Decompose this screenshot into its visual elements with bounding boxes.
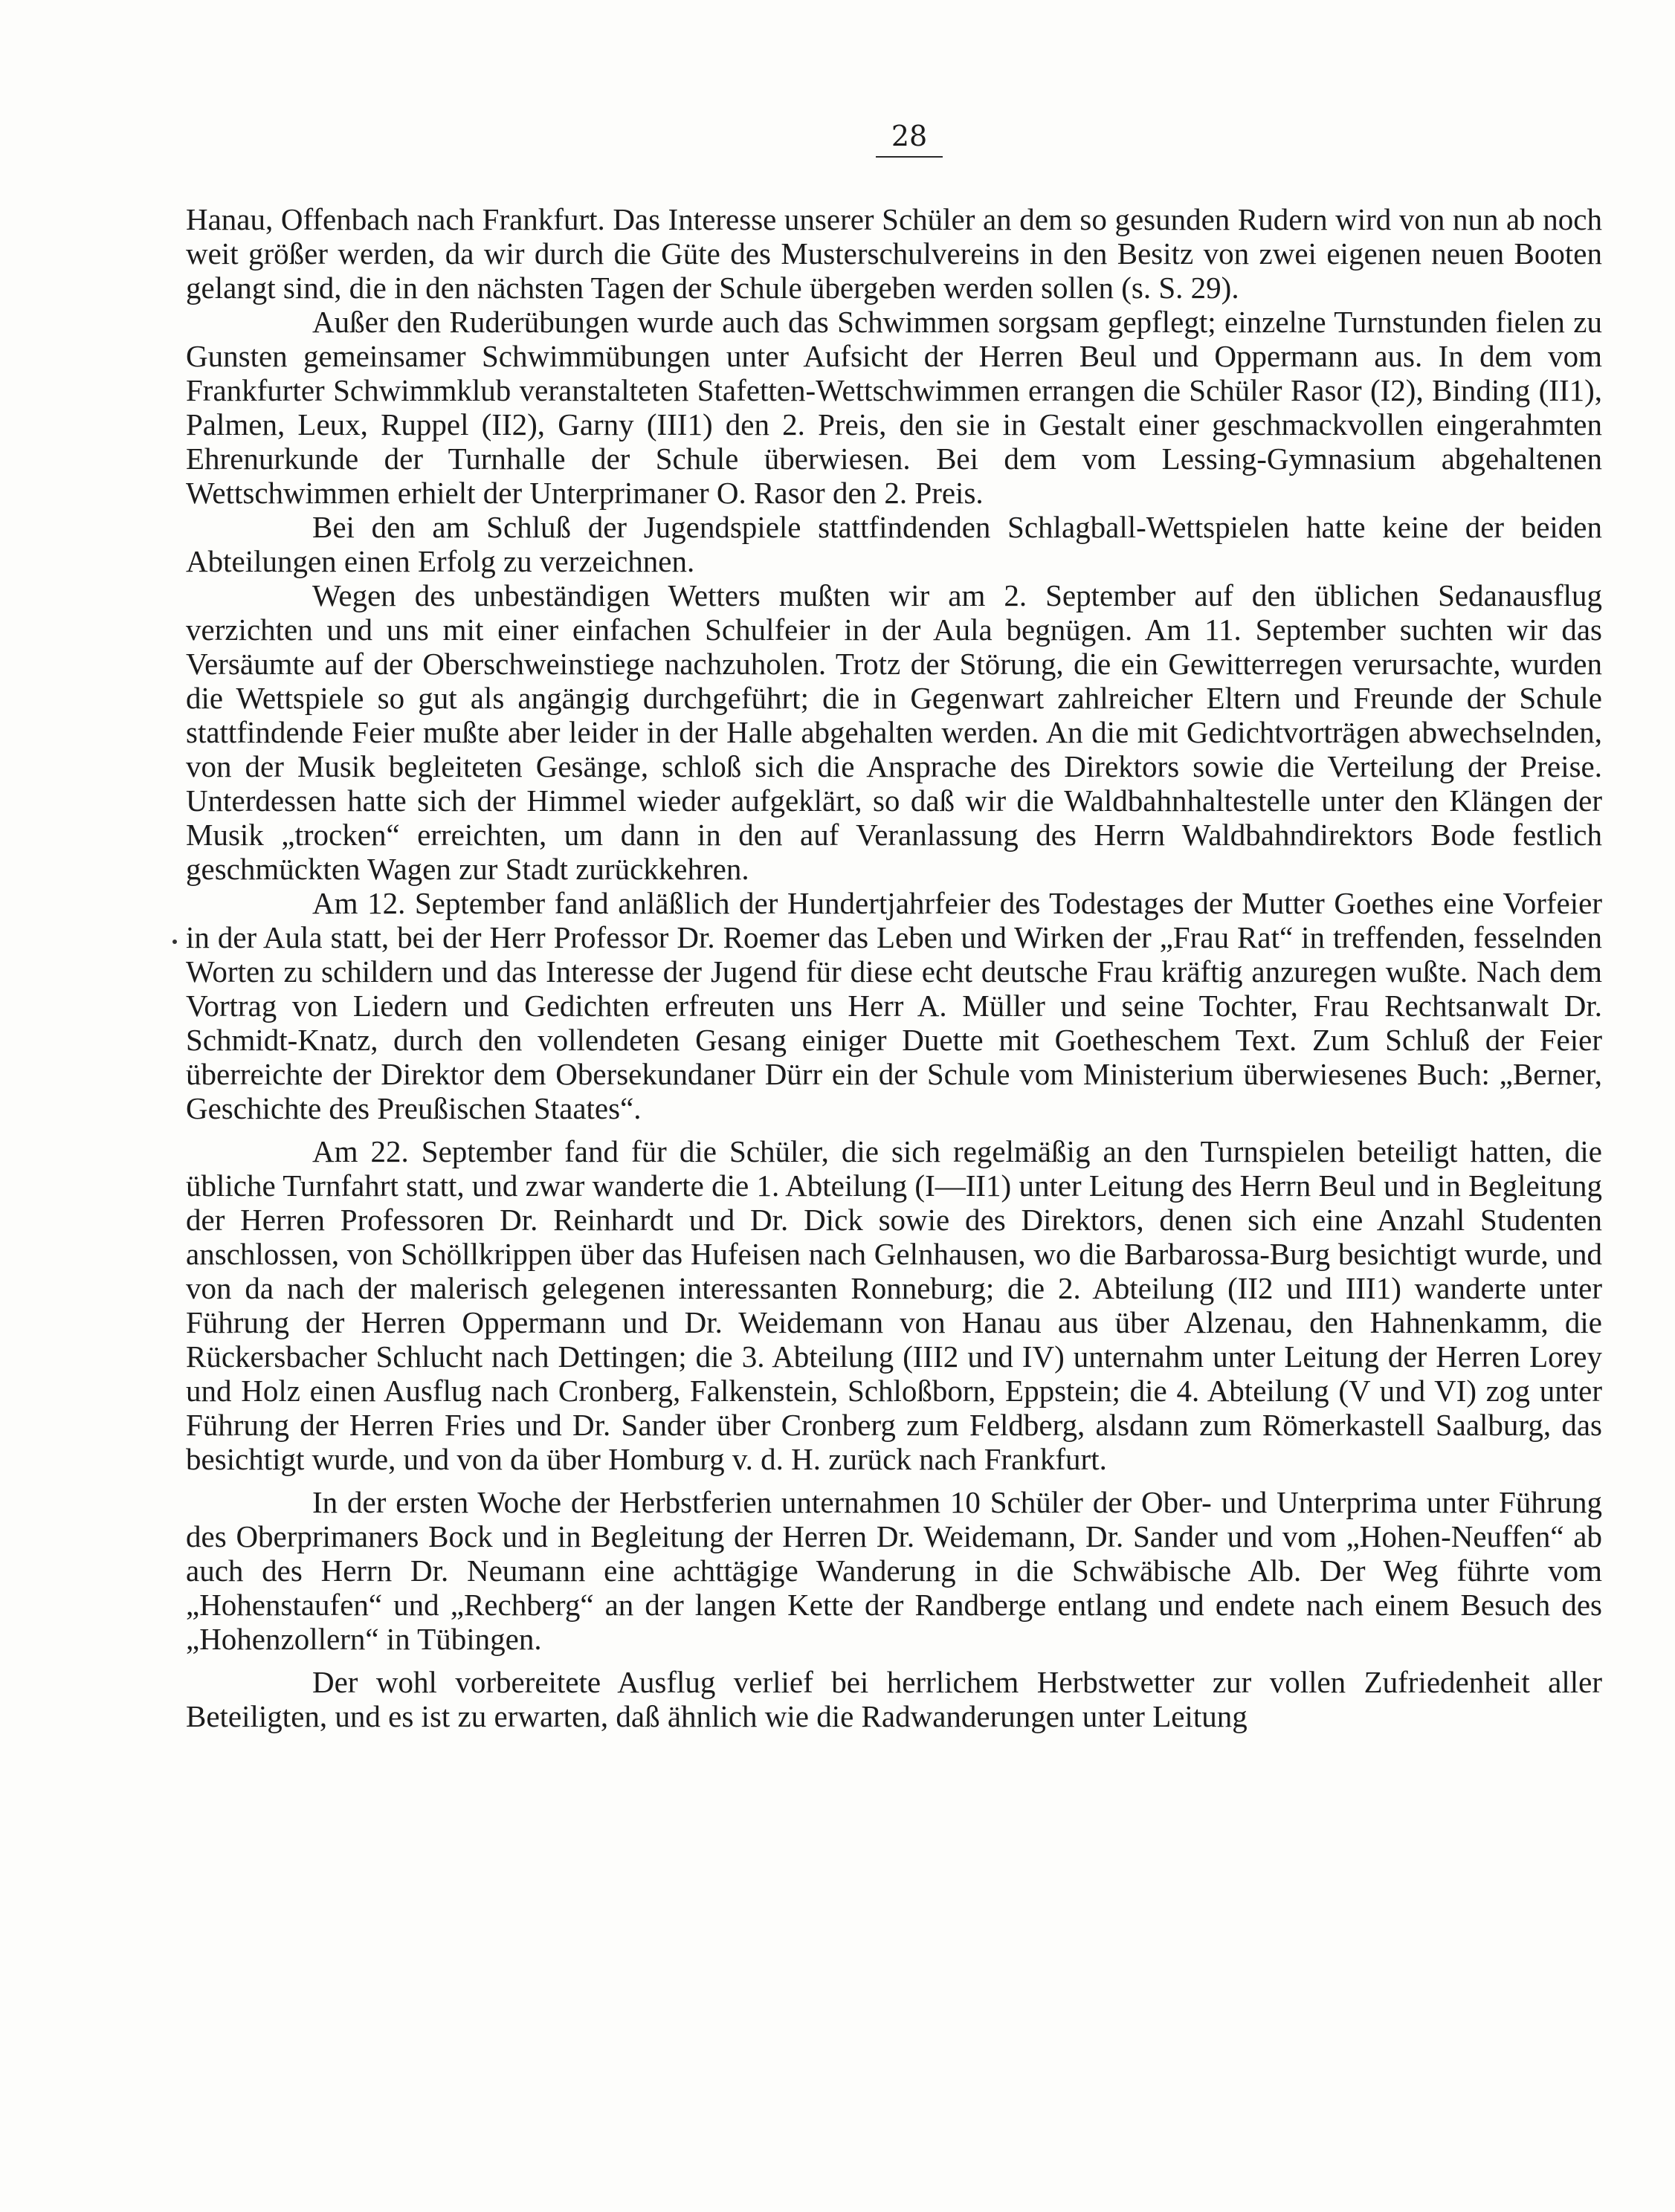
paragraph-schwimmen: Außer den Ruderübungen wurde auch das Schwimmen sorgsam gepflegt; einzelne Turnstunden fielen zu Gunsten gemeinsamer Schwimmübungen unter Aufsicht der Herren Beul und Oppermann aus. In dem vom Frankfurter Schwimmklub veranstalteten Stafetten-Wettschwimmen errangen die Schüler Rasor (I2), Binding (II1), Palmen, Leux, Ruppel (II2), Garny (III1) den 2. Preis, den sie in Gestalt einer geschmackvollen eingerahmten Ehrenurkunde der Turnhalle der Schule überwiesen. Bei dem vom Lessing-Gymnasium abgehaltenen Wettschwimmen erhielt der Unterprimaner O. Rasor den 2. Preis.: [186, 305, 1602, 510]
margin-dot: [172, 940, 177, 944]
page-number: 28: [876, 119, 943, 158]
paragraph-goethe-feier: Am 12. September fand anläßlich der Hundertjahrfeier des Todestages der Mutter Goethes eine Vorfeier in der Aula statt, bei der Herr Professor Dr. Roemer das Leben und Wirken der „Frau Rat“ in treffenden, fesselnden Worten zu schildern und das Interesse der Jugend für diese echt deutsche Frau kräftig anzuregen wußte. Nach dem Vortrag von Liedern und Gedichten erfreuten uns Herr A. Müller und seine Tochter, Frau Rechtsanwalt Dr. Schmidt-Knatz, durch den vollendeten Gesang einiger Duette mit Goetheschem Text. Zum Schluß der Feier überreichte der Direktor dem Obersekundaner Dürr ein der Schule vom Ministerium überwiesenes Buch: „Berner, Geschichte des Preußischen Staates“.: [186, 886, 1602, 1125]
paragraph-rudern: Hanau, Offenbach nach Frankfurt. Das Interesse unserer Schüler an dem so gesunden Rudern wird von nun ab noch weit größer werden, da wir durch die Güte des Musterschulvereins in den Besitz von zwei eigenen neuen Booten gelangt sind, die in den nächsten Tagen der Schule übergeben werden sollen (s. S. 29).: [186, 202, 1602, 305]
paragraph-schlagball: Bei den am Schluß der Jugendspiele stattfindenden Schlagball-Wettspielen hatte keine der beiden Abteilungen einen Erfolg zu verzeichnen.: [186, 510, 1602, 578]
paragraph-sedanausflug: Wegen des unbeständigen Wetters mußten wir am 2. September auf den üblichen Sedanausflug verzichten und uns mit einer einfachen Schulfeier in der Aula begnügen. Am 11. September suchten wir das Versäumte auf der Oberschweinstiege nachzuholen. Trotz der Störung, die ein Gewitterregen verursachte, wurden die Wettspiele so gut als angängig durchgeführt; die in Gegenwart zahlreicher Eltern und Freunde der Schule stattfindende Feier mußte aber leider in der Halle abgehalten werden. An die mit Gedichtvorträgen abwechselnden, von der Musik begleiteten Gesänge, schloß sich die Ansprache des Direktors sowie die Verteilung der Preise. Unterdessen hatte sich der Himmel wieder aufgeklärt, so daß wir die Waldbahnhaltestelle unter den Klängen der Musik „trocken“ erreichten, um dann in den auf Veranlassung des Herrn Waldbahndirektors Bode festlich geschmückten Wagen zur Stadt zurückkehren.: [186, 578, 1602, 886]
paragraph-turnfahrt: Am 22. September fand für die Schüler, die sich regelmäßig an den Turnspielen beteiligt hatten, die übliche Turnfahrt statt, und zwar wanderte die 1. Abteilung (I—II1) unter Leitung des Herrn Beul und in Begleitung der Herren Professoren Dr. Reinhardt und Dr. Dick sowie des Direktors, denen sich eine Anzahl Studenten anschlossen, von Schöllkrippen über das Hufeisen nach Gelnhausen, wo die Barbarossa-Burg besichtigt wurde, und von da nach der malerisch gelegenen interessanten Ronneburg; die 2. Abteilung (II2 und III1) wanderte unter Führung der Herren Oppermann und Dr. Weidemann von Hanau aus über Alzenau, den Hahnenkamm, die Rückersbacher Schlucht nach Dettingen; die 3. Abteilung (III2 und IV) unternahm unter Leitung der Herren Lorey und Holz einen Ausflug nach Cronberg, Falkenstein, Schloßborn, Eppstein; die 4. Abteilung (V und VI) zog unter Führung der Herren Fries und Dr. Sander über Cronberg zum Feldberg, alsdann zum Römerkastell Saalburg, das besichtigt wurde, und von da über Homburg v. d. H. zurück nach Frankfurt.: [186, 1134, 1602, 1476]
paragraph-herbstferien: In der ersten Woche der Herbstferien unternahmen 10 Schüler der Ober- und Unterprima unter Führung des Oberprimaners Bock und in Begleitung der Herren Dr. Weidemann, Dr. Sander und vom „Hohen-Neuffen“ ab auch des Herrn Dr. Neumann eine achttägige Wanderung in die Schwäbische Alb. Der Weg führte vom „Hohenstaufen“ und „Rechberg“ an der langen Kette der Randberge entlang und endete nach einem Besuch des „Hohenzollern“ in Tübingen.: [186, 1485, 1602, 1656]
page-body: [186, 202, 1602, 1733]
paragraph-ausflug: Der wohl vorbereitete Ausflug verlief bei herrlichem Herbstwetter zur vollen Zufriedenheit aller Beteiligten, und es ist zu erwarten, daß ähnlich wie die Radwanderungen unter Leitung: [186, 1665, 1602, 1733]
